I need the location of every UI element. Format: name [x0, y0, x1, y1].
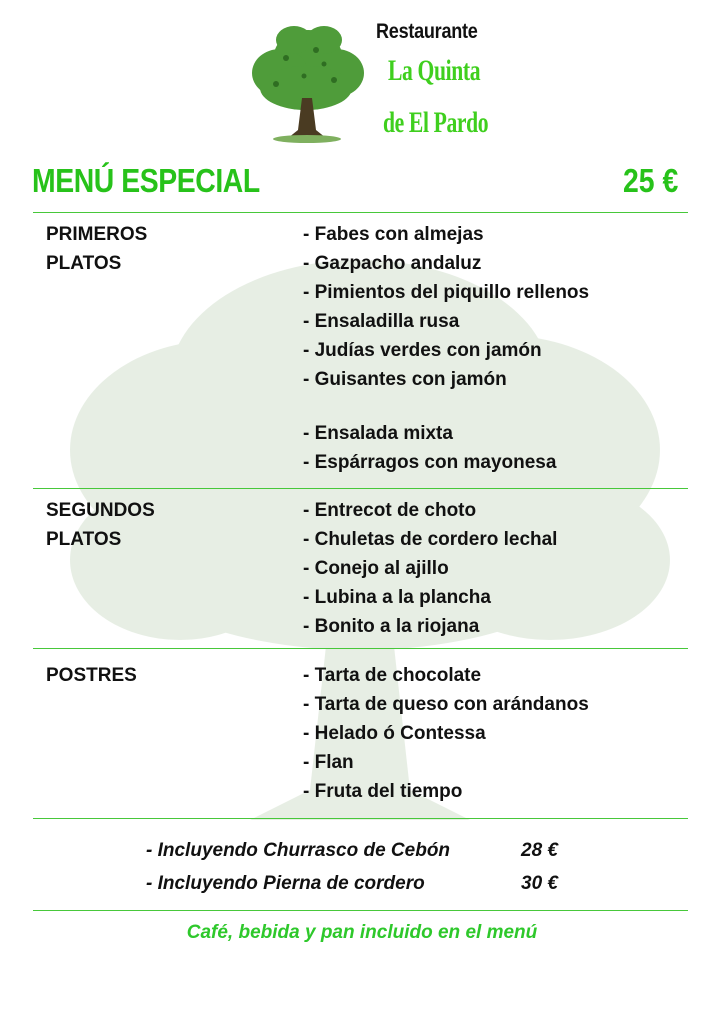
section-label-line: PLATOS	[46, 529, 122, 550]
dish-item: - Flan	[303, 752, 354, 773]
section-label	[46, 496, 155, 554]
dish-item: - Chuletas de cordero lechal	[303, 529, 558, 550]
dish-list	[303, 661, 589, 806]
menu-price: 25 €	[622, 162, 678, 199]
divider	[33, 212, 688, 213]
dish-item: - Gazpacho andaluz	[303, 253, 482, 274]
section-label	[46, 220, 147, 278]
dish-item: - Judías verdes con jamón	[303, 340, 542, 361]
extra-label: - Incluyendo Churrasco de Cebón	[146, 840, 451, 861]
dish-item: - Helado ó Contessa	[303, 723, 486, 744]
dish-item: - Conejo al ajillo	[303, 558, 449, 579]
dish-item: - Tarta de chocolate	[303, 665, 482, 686]
menu-title: MENÚ ESPECIAL	[32, 162, 260, 199]
brand-name-line1: La Quinta	[388, 54, 481, 87]
section-label-line: POSTRES	[46, 665, 137, 686]
divider	[33, 488, 688, 489]
dish-item: - Fruta del tiempo	[303, 781, 463, 802]
dish-item: - Fabes con almejas	[303, 224, 484, 245]
dish-item: - Pimientos del piquillo rellenos	[303, 282, 590, 303]
section-label-line: SEGUNDOS	[46, 500, 155, 521]
dish-item: - Bonito a la riojana	[303, 616, 480, 637]
footer-note: Café, bebida y pan incluido en el menú	[186, 922, 538, 943]
extra-option	[146, 867, 586, 900]
divider	[33, 910, 688, 911]
oak-tree-logo-icon	[246, 18, 368, 144]
brand-name-line2: de El Pardo	[383, 106, 489, 139]
section-label-line: PLATOS	[46, 253, 122, 274]
extra-option	[146, 834, 586, 867]
dish-item: - Ensaladilla rusa	[303, 311, 460, 332]
extras-list	[146, 834, 586, 900]
brand-restaurante: Restaurante	[376, 20, 478, 43]
section-label-line: PRIMEROS	[46, 224, 148, 245]
dish-item: - Guisantes con jamón	[303, 369, 507, 390]
divider	[33, 648, 688, 649]
extra-price: 30 €	[521, 873, 558, 894]
extra-price: 28 €	[521, 840, 558, 861]
dish-item: - Lubina a la plancha	[303, 587, 491, 608]
dish-list	[303, 220, 589, 477]
dish-item: - Tarta de queso con arándanos	[303, 694, 589, 715]
dish-list	[303, 496, 557, 641]
extra-label: - Incluyendo Pierna de cordero	[146, 873, 425, 894]
section-label	[46, 661, 137, 690]
dish-item: - Entrecot de choto	[303, 500, 477, 521]
divider	[33, 818, 688, 819]
dish-item: - Ensalada mixta	[303, 423, 453, 444]
dish-item: - Espárragos con mayonesa	[303, 452, 557, 473]
